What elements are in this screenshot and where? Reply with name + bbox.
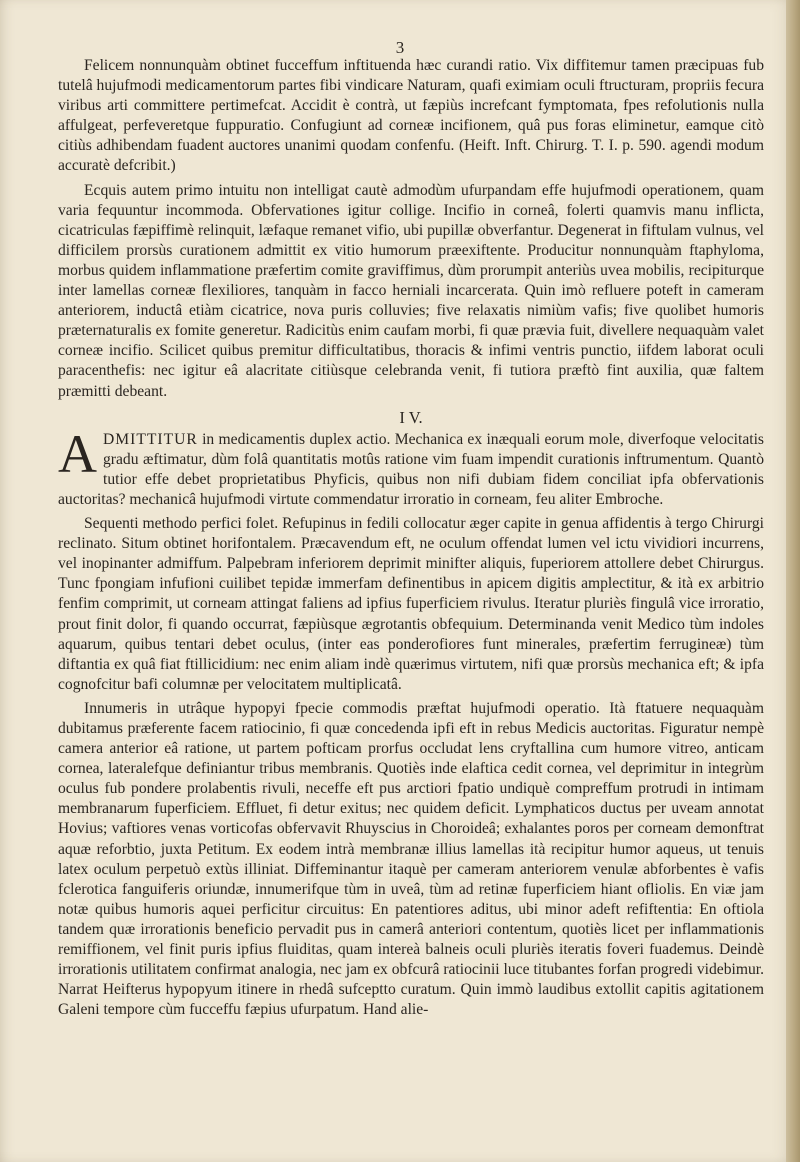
- paragraph-2: Ecquis autem primo intuitu non intelligat cautè admodùm ufurpandam effe hujufmodi operationem, quam varia fequuntur incommoda. Obfervationes igitur collige. Incifio in corneâ, folerti quamvis manu inflicta, cicatriculas fæpiffimè relinquit, læfaque remanet vifio, ubi pupillæ obverfantur. Degenerat in fiftulam vulnus, vel difficilem prorsùs curationem admittit ex vitio humorum præexiftente. Producitur nonnunquàm ftaphyloma, morbus quidem inflammatione præfertim comite graviffimus, dùm prorumpit anteriùs uvea mobilis, recipiturque inter lamellas corneæ flexiliores, tanquàm in facco herniali incarcerata. Quin imò refluere poteft in cameram anteriorem, inductâ etiàm cicatrice, nova puris colluvies; five relaxatis nimiùm vafis; five quolibet humoris præternaturalis ex fomite generetur. Radicitùs enim caufam morbi, fi quæ prævia fuit, divellere nequaquàm valet corneæ incifio. Scilicet quibus premitur difficultatibus, thoracis & infimi ventris punctio, iifdem laborat oculi paracenthefis: nec igitur eâ alacritate citiùsque celebranda venit, fi tutiora præftò fint auxilia, quæ faltem præmitti debeant.: [58, 181, 764, 400]
- paragraph-3-text: in medicamentis duplex actio. Mechanica ex inæquali eorum mole, diverfoque velocitatis gradu æftimatur, dùm folâ quantitatis motûs ratione vim fuam impendit curationis inftrumentum. Quantò tutior effe debet proprietatibus Phyficis, quibus non nifi dubiam fidem conciliat ipfa obfervationis auctoritas? mechanicâ hujufmodi virtute commendatur irroratio in corneam, feu aliter Embroche.: [58, 430, 764, 508]
- paragraph-5: Innumeris in utrâque hypopyi fpecie commodis præftat hujufmodi operatio. Ità ftatuere nequaquàm dubitamus præferente facem ratiocinio, fi quæ concedenda ipfi eft in rebus Medicis auctoritas. Figuratur nempè camera anterior eâ ratione, ut partem pofticam prorfus occludat lens cryftallina cum humore vitreo, anticam cornea, lateralefque definiantur tribus membranis. Quotiès inde elaftica cedit cornea, vel deprimitur in integrùm oculus fub pondere prolabentis rivuli, neceffe eft pus arctiori fpatio undiquè compreffum protrudi in intimam membranarum fuperficiem. Effluet, fi detur exitus; nec quidem deficit. Lymphaticos ductus per uveam annotat Hovius; vaftiores venas vorticofas obfervavit Rhuyscius in Choroideâ; exhalantes poros per corneam demonftrat aquæ reforbtio, juxta Petitum. Ex eodem intrà membranæ illius lamellas ità recipitur humor aqueus, ut tenuis latex oculum perpetuò extùs illiniat. Diffeminantur itaquè per cameram anteriorem venulæ abforbentes è vafis fclerotica fanguiferis oriundæ, innumerifque tùm in uveâ, tùm ad retinæ fuperficiem hiant ofliolis. En viæ jam notæ quibus humoris aquei perficitur circuitus: En patentiores aditus, ubi minor adeft refiftentia: En oftiola tandem quæ irrorationis beneficio pervadit pus in camerâ anteriori contentum, quotiès licet per inflammationis remiffionem, vel finit puris ipfius fluiditas, quam intereà balneis oculi pluriès iteratis foveri fuademus. Deindè irrorationis utilitatem confirmat analogia, nec jam ex obfcurâ ratiocinii luce titubantes forfan progredi videbimur. Narrat Heifterus hypopyum itinere in rhedâ sufceptto curatum. Quin immò laudibus extollit capitis agitationem Galeni tempore cùm fucceffu fæpius ufurpatum. Hand alie-: [58, 699, 764, 1019]
- page-text-body: [58, 56, 764, 1024]
- page-number: 3: [395, 38, 405, 57]
- drop-cap: A: [58, 423, 97, 484]
- paragraph-4: Sequenti methodo perfici folet. Refupinus in fedili collocatur æger capite in genua affidentis à tergo Chirurgi reclinato. Situm obtinet horifontalem. Præcavendum eft, ne oculum offendat lumen vel ictu vividiori incurrens, vel inopinanter admiffum. Palpebram inferiorem deprimit minifter aliquis, fuperiorem attollere debet Chirurgus. Tunc fpongiam infufioni cuilibet tepidæ immerfam definentibus in apicem digitis amplectitur, & ità ex arbitrio fenfim comprimit, ut corneam attingat faliens ad ipfius fuperficiem rivulus. Iteratur pluriès fingulâ vice irroratio, prout finit dolor, fi quando occurrat, fæpiùsque ægrotantis obfequium. Determinanda venit Medico tùm indoles aquarum, quibus tentari debet oculus, (inter eas ponderofiores funt minerales, præfertim ferrugineæ) tùm diftantia ex quâ fiat ftillicidium: nec enim aliam indè quærimus virtutem, nifi quæ prorsùs mechanica eft; & ipfa cognofcitur bafi columnæ per velocitatem multiplicatâ.: [58, 515, 764, 693]
- paragraph-3: [58, 423, 764, 510]
- section-heading: I V.: [399, 407, 423, 427]
- opening-capitals: DMITTITUR: [103, 430, 198, 448]
- paragraph-1: Felicem nonnunquàm obtinet fucceffum inftituenda hæc curandi ratio. Vix diffitemur tamen præcipuas fub tutelâ hujufmodi medicamentorum partes fibi vindicare Naturam, quafi eximiam oculi ftructuram, propriis fecura viribus arti committere pertimefcat. Accidit è contrà, ut fæpiùs increfcant fymptomata, fpes refolutionis nulla affulgeat, perfeveretque fuppuratio. Confugiunt ad corneæ incifionem, quâ pus foras eliminetur, eamque citò citiùs adhibendam fuadent auctores unanimi quodam confenfu. (Heift. Inft. Chirurg. T. I. p. 590. agendi modum accuratè defcribit.): [58, 57, 764, 175]
- page-edge-shadow: [786, 0, 800, 1162]
